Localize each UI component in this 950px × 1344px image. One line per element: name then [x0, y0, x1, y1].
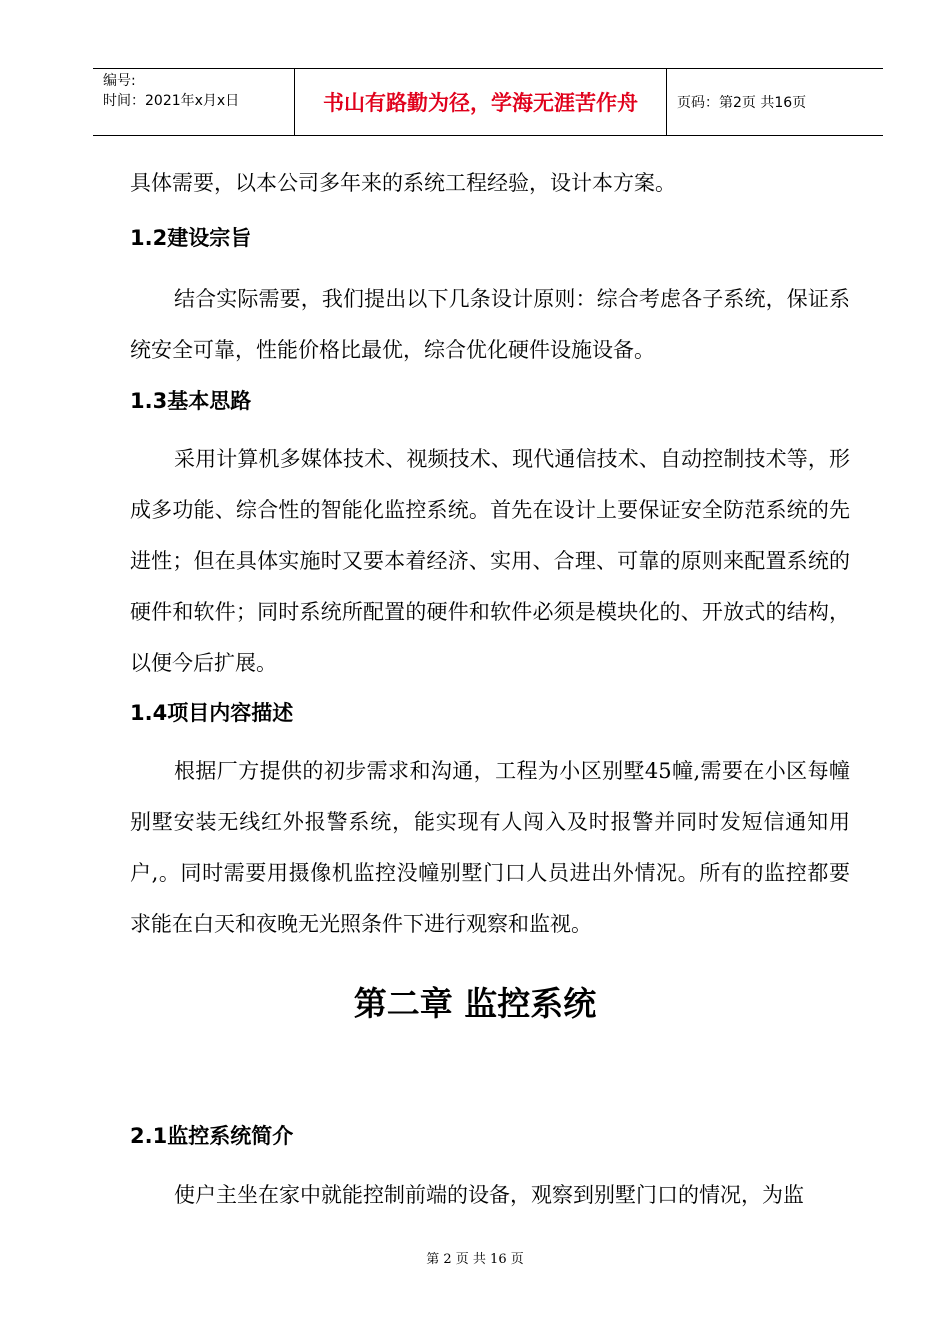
section-heading-1-2: 1.2建设宗旨: [130, 226, 252, 250]
section-heading-1-4: 1.4项目内容描述: [130, 701, 294, 725]
section-2-1-body: [130, 1170, 850, 1221]
document-time-label: 时间：2021年x月x日: [103, 93, 240, 109]
document-number-label: 编号:: [103, 73, 136, 89]
page-header: [93, 68, 883, 136]
paragraph: 结合实际需要，我们提出以下几条设计原则：综合考虑各子系统，保证系统安全可靠，性能价格比最优，综合优化硬件设施设备。: [130, 287, 850, 362]
section-heading-1-3: 1.3基本思路: [130, 389, 252, 413]
paragraph: 使户主坐在家中就能控制前端的设备，观察到别墅门口的情况，为监: [174, 1183, 804, 1207]
section-intro-tail: [130, 158, 850, 209]
paragraph: 采用计算机多媒体技术、视频技术、现代通信技术、自动控制技术等，形成多功能、综合性的智能化监控系统。首先在设计上要保证安全防范系统的先进性；但在具体实施时又要本着经济、实用、合理、可靠的原则来配置系统的硬件和软件；同时系统所配置的硬件和软件必须是模块化的、开放式的结构，以便今后扩展。: [130, 447, 850, 675]
section-heading-2-1: 2.1监控系统简介: [130, 1124, 294, 1148]
header-meta: [93, 69, 295, 135]
section-1-2-body: [130, 274, 850, 376]
section-1-4-body: [130, 746, 850, 950]
paragraph: 具体需要，以本公司多年来的系统工程经验，设计本方案。: [130, 171, 676, 195]
header-motto: 书山有路勤为径，学海无涯苦作舟: [295, 69, 667, 135]
paragraph: 根据厂方提供的初步需求和沟通，工程为小区别墅45幢,需要在小区每幢别墅安装无线红外报警系统，能实现有人闯入及时报警并同时发短信通知用户,。同时需要用摄像机监控没幢别墅门口人员进出外情况。所有的监控都要求能在白天和夜晚无光照条件下进行观察和监视。: [130, 759, 850, 936]
header-page-info: 页码：第2页 共16页: [677, 95, 807, 111]
page-footer: 第 2 页 共 16 页: [426, 1252, 524, 1267]
chapter-title: 第二章 监控系统: [353, 984, 597, 1023]
section-1-3-body: [130, 434, 850, 689]
